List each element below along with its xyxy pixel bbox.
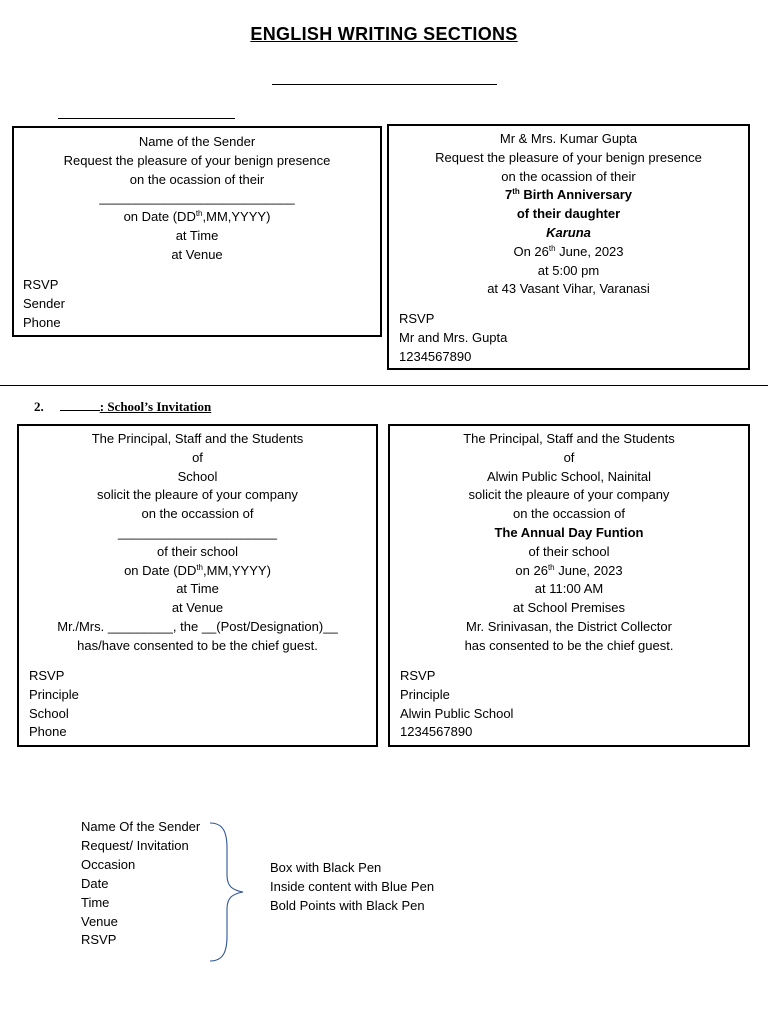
event-line: 7th Birth Anniversary bbox=[504, 187, 633, 203]
occasion-line: on the occassion of bbox=[141, 506, 254, 522]
rsvp-contact: 1234567890 bbox=[400, 724, 473, 740]
list-item: Inside content with Blue Pen bbox=[270, 878, 435, 894]
venue-line: at Venue bbox=[171, 246, 223, 262]
date-line: on 26th June, 2023 bbox=[515, 562, 623, 578]
birthday-template-box bbox=[12, 126, 382, 337]
page-title: ENGLISH WRITING SECTIONS bbox=[250, 24, 518, 44]
rsvp-contact: 1234567890 bbox=[399, 348, 472, 364]
person-name: Karuna bbox=[546, 224, 591, 240]
section2-title: : School’s Invitation bbox=[99, 399, 212, 414]
list-item: Date bbox=[81, 875, 109, 891]
curly-brace-icon bbox=[205, 820, 245, 964]
rsvp-contact: Phone bbox=[23, 314, 61, 330]
occasion-line: on the occassion of bbox=[512, 506, 626, 522]
rsvp-org: Alwin Public School bbox=[400, 705, 514, 721]
format-points-list bbox=[81, 818, 200, 950]
list-item: Bold Points with Black Pen bbox=[270, 897, 425, 913]
birthday-example-box bbox=[387, 124, 750, 370]
section2-number: 2. bbox=[34, 399, 44, 414]
occasion-blank: ___________________________ bbox=[99, 190, 295, 206]
school-line: School bbox=[177, 468, 218, 484]
school-line: Alwin Public School, Nainital bbox=[486, 468, 652, 484]
blank-line-top bbox=[272, 84, 497, 85]
rsvp-org: School bbox=[29, 705, 69, 721]
time-line: at Time bbox=[176, 581, 219, 597]
occasion-name: The Annual Day Funtion bbox=[494, 524, 644, 540]
list-item: Name Of the Sender bbox=[81, 819, 201, 834]
request-line: Request the pleasure of your benign presence bbox=[435, 149, 702, 165]
of-line: of bbox=[192, 449, 203, 465]
list-item: Venue bbox=[81, 913, 118, 929]
of-school-line: of their school bbox=[528, 543, 610, 559]
consent-line: has consented to be the chief guest. bbox=[464, 637, 674, 653]
list-item: RSVP bbox=[81, 932, 117, 948]
time-line: at 11:00 AM bbox=[534, 581, 604, 597]
rsvp-label: RSVP bbox=[29, 668, 65, 683]
guest-line: Mr./Mrs. _________, the __(Post/Designation)__ bbox=[57, 618, 338, 634]
of-school-line: of their school bbox=[157, 543, 238, 559]
time-line: at 5:00 pm bbox=[537, 262, 600, 278]
sender-line: Name of the Sender bbox=[138, 134, 256, 149]
rsvp-label: RSVP bbox=[400, 668, 436, 683]
section2-blank bbox=[60, 399, 100, 411]
rsvp-label: RSVP bbox=[399, 311, 435, 326]
date-line: on Date (DDth,MM,YYYY) bbox=[124, 562, 271, 578]
solicit-line: solicit the pleaure of your company bbox=[97, 487, 298, 503]
occasion-line: on the ocassion of their bbox=[501, 168, 636, 184]
sender-line: Mr & Mrs. Kumar Gupta bbox=[499, 131, 638, 146]
occasion-line: on the ocassion of their bbox=[129, 171, 265, 187]
venue-line: at 43 Vasant Vihar, Varanasi bbox=[487, 281, 650, 297]
solicit-line: solicit the pleaure of your company bbox=[468, 487, 670, 503]
rsvp-label: RSVP bbox=[23, 277, 59, 292]
section2-heading bbox=[34, 399, 211, 415]
date-line: on Date (DDth,MM,YYYY) bbox=[123, 209, 271, 225]
rsvp-name: Mr and Mrs. Gupta bbox=[399, 329, 508, 345]
occasion-blank: ______________________ bbox=[117, 524, 278, 540]
list-item: Request/ Invitation bbox=[81, 837, 189, 853]
inviter-line: The Principal, Staff and the Students bbox=[91, 431, 304, 446]
event-of-line: of their daughter bbox=[516, 206, 621, 222]
of-line: of bbox=[563, 449, 575, 465]
consent-line: has/have consented to be the chief guest. bbox=[77, 637, 318, 653]
rsvp-name: Sender bbox=[23, 295, 65, 311]
venue-line: at School Premises bbox=[513, 600, 625, 616]
venue-line: at Venue bbox=[171, 600, 224, 616]
list-item: Time bbox=[81, 894, 110, 910]
school-template-box bbox=[17, 424, 378, 747]
list-item: Occasion bbox=[81, 856, 136, 872]
pen-notes bbox=[270, 859, 434, 916]
inviter-line: The Principal, Staff and the Students bbox=[463, 431, 675, 446]
rsvp-name: Principle bbox=[29, 686, 79, 702]
request-line: Request the pleasure of your benign presence bbox=[63, 152, 331, 168]
time-line: at Time bbox=[175, 227, 219, 243]
rsvp-name: Principle bbox=[400, 686, 450, 702]
section-divider bbox=[0, 385, 768, 386]
blank-line-heading bbox=[58, 118, 235, 119]
rsvp-contact: Phone bbox=[29, 724, 67, 740]
guest-line: Mr. Srinivasan, the District Collector bbox=[466, 618, 672, 634]
list-item: Box with Black Pen bbox=[270, 860, 382, 875]
date-line: On 26th June, 2023 bbox=[513, 243, 624, 259]
school-example-box bbox=[388, 424, 750, 747]
